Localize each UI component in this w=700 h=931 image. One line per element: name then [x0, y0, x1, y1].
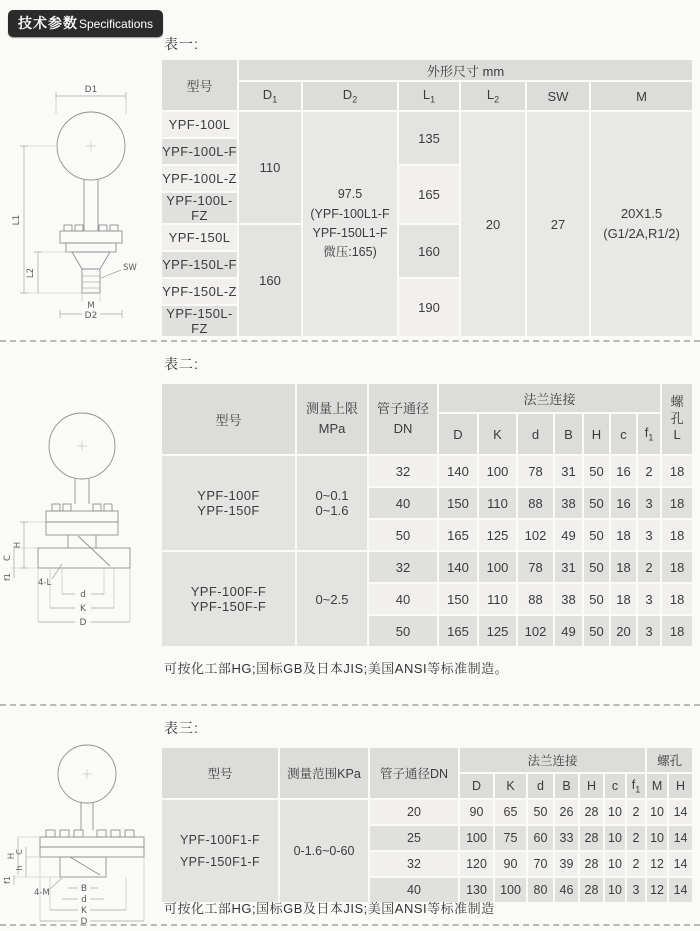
dim-label-d-big: D [80, 917, 88, 927]
dn-cell: 50 [369, 520, 437, 550]
data-cell: 78 [518, 456, 553, 486]
col-header-D1 [239, 82, 301, 110]
range-header-line: 测量上限 [305, 400, 358, 416]
col-sub: 2 [352, 94, 358, 105]
data-cell: 33 [555, 826, 578, 850]
col-header-D2 [303, 82, 397, 110]
col-label: L [422, 87, 431, 103]
data-cell: 90 [460, 800, 493, 824]
data-cell: 102 [518, 616, 553, 646]
table2-label: 表二: [164, 356, 199, 372]
data-cell: 2 [638, 456, 660, 486]
dim-label-f1: f1 [3, 876, 12, 884]
data-cell: 165 [439, 616, 477, 646]
data-cell: 49 [555, 520, 582, 550]
col-label: d [537, 779, 544, 793]
col-label: B [564, 426, 573, 442]
gauge-drawing-threaded [8, 80, 158, 324]
dn-header-line: 管子通径 [376, 400, 429, 416]
data-cell: 38 [555, 488, 582, 518]
specs-badge [8, 10, 163, 37]
data-cell: 130 [460, 878, 493, 902]
gauge-drawing-wide-flange [2, 740, 160, 930]
data-cell: 10 [605, 826, 625, 850]
data-cell: 100 [495, 878, 526, 902]
data-cell: 18 [662, 520, 692, 550]
data-cell: 50 [584, 584, 609, 614]
model-name: YPF-150F1-F [179, 855, 261, 869]
col-header-model: 型号 [162, 384, 295, 454]
data-cell: 18 [611, 584, 636, 614]
col-label: H [591, 426, 602, 442]
col-header-range: 测量范围KPa [280, 748, 368, 798]
col-label: SW [547, 88, 569, 104]
model-cell: YPF-150L [162, 225, 237, 250]
dn-cell: 40 [369, 488, 437, 518]
data-cell: 18 [662, 456, 692, 486]
m-line: (G1/2A,R1/2) [603, 226, 680, 241]
data-cell: 125 [479, 616, 516, 646]
badge-title-en: Specifications [79, 17, 154, 31]
col-header-dims-group: 外形尺寸 mm [239, 60, 692, 80]
gauge-drawing-flanged [2, 396, 160, 652]
table1-dimensions [160, 58, 694, 338]
m-line: 20X1.5 [620, 205, 663, 221]
l2-cell: 20 [461, 112, 525, 336]
dim-label-d1: D1 [84, 85, 98, 95]
dn-cell: 50 [369, 616, 437, 646]
table2-header-row1 [162, 384, 692, 412]
section-divider [0, 340, 700, 342]
model-cell: YPF-100L-F [162, 139, 237, 164]
table-row [162, 552, 692, 582]
col-header-dn: 管子通径DN [370, 748, 458, 798]
table1-label: 表一: [164, 36, 199, 52]
data-cell: 78 [518, 552, 553, 582]
col-label: K [506, 779, 515, 793]
data-cell: 110 [479, 488, 516, 518]
col-label: D [471, 779, 482, 793]
dim-label-m: M [87, 301, 95, 311]
data-cell: 100 [479, 552, 516, 582]
col-header-M [591, 82, 692, 110]
dn-cell: 40 [369, 584, 437, 614]
data-cell: 3 [638, 520, 660, 550]
range-header-line: MPa [318, 421, 346, 436]
data-cell: 28 [580, 800, 603, 824]
data-cell: 16 [611, 456, 636, 486]
col-label: D [262, 87, 273, 103]
col-label: d [531, 426, 540, 442]
dn-header-line: DN [393, 421, 413, 436]
data-cell: 31 [555, 456, 582, 486]
model-name: YPF-100F1-F [179, 832, 261, 847]
data-cell: 100 [479, 456, 516, 486]
range-group-cell: 0-1.6~0-60 [280, 800, 368, 902]
section-divider [0, 924, 700, 926]
data-cell: 39 [555, 852, 578, 876]
data-cell: 14 [669, 852, 692, 876]
col-header-dn [369, 384, 437, 454]
table3-standards-note: 可按化工部HG;国标GB及日本JIS;美国ANSI等标准制造 [164, 901, 495, 916]
col-label: M [636, 88, 647, 104]
data-cell: 49 [555, 616, 582, 646]
data-cell: 18 [662, 616, 692, 646]
dn-cell: 32 [370, 852, 458, 876]
data-cell: 38 [555, 584, 582, 614]
data-cell: 20 [611, 616, 636, 646]
section-divider [0, 704, 700, 706]
col-header-SW [527, 82, 589, 110]
data-cell: 80 [528, 878, 553, 902]
col-sub: 1 [648, 432, 654, 443]
hole-header-line: 孔 [670, 410, 684, 426]
col-header-B [555, 414, 582, 454]
col-header-model: 型号 [162, 748, 278, 798]
col-header-H [584, 414, 609, 454]
data-cell: 65 [495, 800, 526, 824]
model-group-cell [162, 552, 295, 646]
col-label: f [631, 777, 636, 792]
data-cell: 3 [638, 488, 660, 518]
col-header-D [460, 774, 493, 798]
drawing1-lines [20, 92, 126, 318]
col-header-c [605, 774, 625, 798]
model-cell: YPF-100L [162, 112, 237, 137]
col-label: c [611, 779, 619, 793]
data-cell: 50 [584, 520, 609, 550]
model-group-cell [162, 456, 295, 550]
data-cell: 3 [638, 584, 660, 614]
data-cell: 110 [479, 584, 516, 614]
col-header-H [580, 774, 603, 798]
data-cell: 31 [555, 552, 582, 582]
dn-cell: 40 [370, 878, 458, 902]
data-cell: 2 [627, 826, 645, 850]
data-cell: 88 [518, 488, 553, 518]
dim-label-h: H [13, 541, 23, 549]
data-cell: 60 [528, 826, 553, 850]
data-cell: 120 [460, 852, 493, 876]
d1-cell: 110 [239, 112, 301, 223]
col-sub: 2 [494, 94, 500, 105]
l1-cell: 190 [399, 279, 459, 336]
sw-cell: 27 [527, 112, 589, 336]
data-cell: 18 [662, 552, 692, 582]
col-label: D [342, 87, 353, 103]
range-value: 0~1.6 [315, 503, 349, 518]
table3-micro-pressure-dimensions [160, 746, 694, 904]
table3-header-row1 [162, 748, 692, 772]
dim-label-c: C [3, 555, 13, 561]
data-cell: 140 [439, 552, 477, 582]
model-cell: YPF-150L-FZ [162, 306, 237, 336]
m-cell [591, 112, 692, 336]
table1-header-row2 [162, 82, 692, 110]
dn-cell: 20 [370, 800, 458, 824]
col-label: B [562, 779, 571, 793]
d2-line: YPF-150L1-F [312, 226, 388, 240]
data-cell: 14 [669, 826, 692, 850]
col-sub: 1 [635, 784, 641, 795]
model-cell: YPF-150L-F [162, 252, 237, 277]
table-row [162, 456, 692, 486]
col-header-d [528, 774, 553, 798]
model-cell: YPF-150L-Z [162, 279, 237, 304]
table-row [162, 800, 692, 824]
data-cell: 14 [669, 800, 692, 824]
data-cell: 10 [605, 852, 625, 876]
data-cell: 50 [584, 552, 609, 582]
range-value: 0~2.5 [315, 591, 349, 607]
data-cell: 10 [647, 826, 667, 850]
col-label: K [493, 426, 502, 442]
col-header-flange-group: 法兰连接 [439, 384, 660, 412]
dim-label-k: K [81, 906, 87, 916]
col-header-L2 [461, 82, 525, 110]
d2-line: 97.5 [337, 187, 363, 202]
data-cell: 90 [495, 852, 526, 876]
col-label: D [453, 426, 463, 442]
data-cell: 28 [580, 826, 603, 850]
dim-label-h-upper: H [7, 852, 17, 860]
data-cell: 10 [605, 800, 625, 824]
dim-label-d-small: d [80, 590, 86, 600]
data-cell: 50 [528, 800, 553, 824]
model-name: YPF-100F [197, 488, 260, 503]
data-cell: 150 [439, 584, 477, 614]
table2-standards-note: 可按化工部HG;国标GB及日本JIS;美国ANSI等标准制造。 [164, 661, 509, 676]
hole-header-line: L [673, 427, 681, 443]
l1-cell: 160 [399, 225, 459, 277]
bolt-callout: 4-L [38, 578, 52, 588]
data-cell: 28 [580, 852, 603, 876]
data-cell: 100 [460, 826, 493, 850]
bolt-callout: 4-M [34, 888, 50, 898]
col-sub: 1 [430, 94, 436, 105]
col-header-M [647, 774, 667, 798]
col-header-bolt-hole: 螺孔 [647, 748, 692, 772]
dim-label-sw: SW [123, 263, 137, 273]
col-label: L [486, 87, 495, 103]
data-cell: 50 [584, 488, 609, 518]
data-cell: 18 [611, 552, 636, 582]
dim-label-k: K [80, 604, 86, 614]
col-header-model: 型号 [162, 60, 237, 110]
l1-cell: 165 [399, 166, 459, 223]
data-cell: 18 [662, 584, 692, 614]
data-cell: 12 [647, 878, 667, 902]
dn-cell: 32 [369, 456, 437, 486]
d2-line: 微压:165) [323, 245, 377, 260]
range-group-cell [297, 552, 367, 646]
table2-flange-dimensions [160, 382, 694, 648]
col-label: c [620, 426, 627, 442]
data-cell: 3 [627, 878, 645, 902]
col-label: H [586, 779, 597, 793]
dim-label-l2: L2 [26, 267, 36, 279]
table-row [162, 112, 692, 137]
data-cell: 2 [627, 800, 645, 824]
table3-label: 表三: [164, 720, 199, 736]
data-cell: 28 [580, 878, 603, 902]
data-cell: 165 [439, 520, 477, 550]
dim-label-f1: f1 [3, 573, 12, 581]
col-label: M [651, 779, 663, 793]
model-group-cell [162, 800, 278, 902]
dim-label-d2: D2 [84, 311, 98, 321]
d2-cell [303, 112, 397, 336]
data-cell: 125 [479, 520, 516, 550]
model-name: YPF-150F [197, 503, 260, 518]
dim-label-d-big: D [79, 618, 87, 628]
col-header-D [439, 414, 477, 454]
d2-line: (YPF-100L1-F [310, 206, 390, 221]
data-cell: 50 [584, 456, 609, 486]
col-label: f [644, 425, 649, 441]
data-cell: 75 [495, 826, 526, 850]
data-cell: 102 [518, 520, 553, 550]
data-cell: 140 [439, 456, 477, 486]
model-name: YPF-100F-F [190, 584, 267, 599]
data-cell: 10 [647, 800, 667, 824]
table1-header-row1 [162, 60, 692, 80]
l1-cell: 135 [399, 112, 459, 164]
data-cell: 3 [638, 616, 660, 646]
range-group-cell [297, 456, 367, 550]
col-header-c [611, 414, 636, 454]
data-cell: 70 [528, 852, 553, 876]
col-header-L1 [399, 82, 459, 110]
data-cell: 46 [555, 878, 578, 902]
col-header-K [479, 414, 516, 454]
col-header-H2 [669, 774, 692, 798]
data-cell: 18 [662, 488, 692, 518]
col-header-flange-group: 法兰连接 [460, 748, 645, 772]
col-header-bolt-hole [662, 384, 692, 454]
data-cell: 18 [611, 520, 636, 550]
data-cell: 50 [584, 616, 609, 646]
col-header-f1 [627, 774, 645, 798]
dim-label-c: C [15, 849, 24, 855]
col-header-K [495, 774, 526, 798]
model-cell: YPF-100L-Z [162, 166, 237, 191]
col-header-range [297, 384, 367, 454]
col-label: H [676, 779, 686, 793]
data-cell: 2 [627, 852, 645, 876]
data-cell: 10 [605, 878, 625, 902]
model-cell: YPF-100L-FZ [162, 193, 237, 223]
d1-cell: 160 [239, 225, 301, 336]
data-cell: 12 [647, 852, 667, 876]
data-cell: 26 [555, 800, 578, 824]
col-header-d [518, 414, 553, 454]
drawing2-lines [10, 413, 130, 622]
col-header-B [555, 774, 578, 798]
data-cell: 150 [439, 488, 477, 518]
col-header-f1 [638, 414, 660, 454]
data-cell: 88 [518, 584, 553, 614]
dim-label-h-lower: h [15, 865, 24, 871]
dim-label-d-small: d [81, 895, 87, 905]
hole-header-line: 螺 [670, 393, 684, 409]
range-value: 0~0.1 [315, 488, 349, 503]
dn-cell: 25 [370, 826, 458, 850]
model-name: YPF-150F-F [190, 599, 267, 614]
data-cell: 2 [638, 552, 660, 582]
dim-label-b: B [80, 884, 88, 894]
dim-label-l1: L1 [12, 214, 22, 226]
badge-title-cn: 技术参数 [18, 15, 78, 31]
data-cell: 16 [611, 488, 636, 518]
data-cell: 14 [669, 878, 692, 902]
dn-cell: 32 [369, 552, 437, 582]
col-sub: 1 [272, 94, 278, 105]
